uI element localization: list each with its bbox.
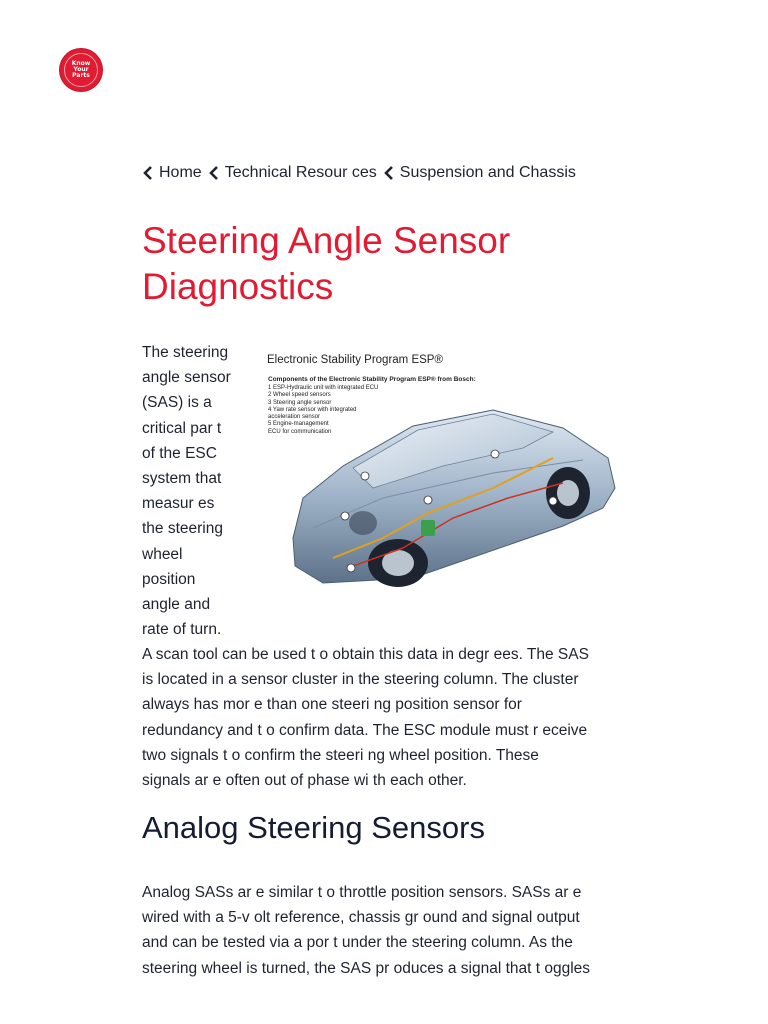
analog-line: and can be tested via a por t under the steering column. As the	[142, 934, 573, 952]
figure-list-item: 5 Engine-management	[268, 421, 329, 428]
breadcrumb-technical-resources-label: Technical Resour ces	[224, 164, 377, 181]
logo-line-3: Parts	[72, 72, 90, 79]
breadcrumb-suspension-chassis-label: Suspension and Chassis	[399, 164, 576, 181]
figure-title: Electronic Stability Program ESP®	[267, 354, 443, 366]
intro-line: the steering	[142, 520, 223, 538]
analog-section-paragraph	[142, 880, 632, 981]
figure-list-item: ECU for communication	[268, 428, 332, 435]
breadcrumb-suspension-chassis[interactable]	[383, 164, 576, 182]
know-your-parts-logo[interactable]	[60, 49, 102, 91]
logo-ring	[64, 53, 98, 87]
intro-line: position	[142, 570, 196, 588]
intro-line: two signals t o confirm the steeri ng wheel position. These	[142, 746, 539, 764]
analog-line: wired with a 5-v olt reference, chassis gr ound and signal output	[142, 909, 580, 927]
intro-line: critical par t	[142, 419, 222, 437]
logo-line-1: Know	[71, 60, 91, 67]
intro-line: (SAS) is a	[142, 394, 212, 412]
section-heading: Analog Steering Sensors	[142, 810, 485, 845]
figure-list-item: 4 Yaw rate sensor with integrated	[268, 406, 357, 413]
breadcrumb-home[interactable]	[142, 164, 202, 182]
intro-line: of the ESC	[142, 444, 217, 462]
intro-line: system that	[142, 470, 222, 488]
breadcrumb-home-label: Home	[159, 164, 202, 181]
intro-paragraph-narrow	[142, 340, 254, 642]
chevron-left-icon	[383, 165, 395, 181]
intro-line: redundancy and t o confirm data. The ESC module must r eceive	[142, 721, 588, 739]
intro-line: measur es	[142, 495, 215, 513]
intro-line: always has mor e than one steeri ng position sensor for	[142, 696, 522, 714]
chevron-left-icon	[142, 165, 154, 181]
intro-paragraph-wide	[142, 642, 632, 793]
figure-subtitle: Components of the Electronic Stability Program ESP® from Bosch:	[268, 376, 476, 383]
intro-line: A scan tool can be used t o obtain this data in degr ees. The SAS	[142, 646, 589, 663]
intro-line: wheel	[142, 545, 183, 563]
intro-line: The steering	[142, 344, 229, 361]
intro-line: angle sensor	[142, 369, 231, 387]
breadcrumb-technical-resources[interactable]	[208, 164, 377, 182]
chevron-left-icon	[208, 165, 220, 181]
figure-list-item: 3 Steering angle sensor	[268, 399, 332, 406]
analog-line: steering wheel is turned, the SAS pr oduces a signal that t oggles	[142, 959, 591, 977]
intro-line: is located in a sensor cluster in the steering column. The cluster	[142, 671, 579, 689]
intro-line: signals ar e often out of phase wi th each other.	[142, 772, 467, 790]
figure-list-item: 1 ESP-Hydraulic unit with integrated ECU	[268, 385, 379, 391]
logo-line-2: Your	[73, 66, 89, 73]
figure-list-item: acceleration sensor	[268, 414, 321, 421]
car-cutaway-illustration	[263, 348, 620, 594]
intro-line: rate of turn.	[142, 621, 222, 639]
intro-line: angle and	[142, 596, 211, 614]
figure-list-item: 2 Wheel speed sensors	[268, 392, 331, 399]
esp-diagram-figure	[263, 348, 620, 594]
breadcrumb	[142, 164, 582, 182]
page-title: Steering Angle Sensor Diagnostics	[142, 220, 511, 307]
analog-line: Analog SASs ar e similar t o throttle position sensors. SASs ar e	[142, 884, 582, 901]
